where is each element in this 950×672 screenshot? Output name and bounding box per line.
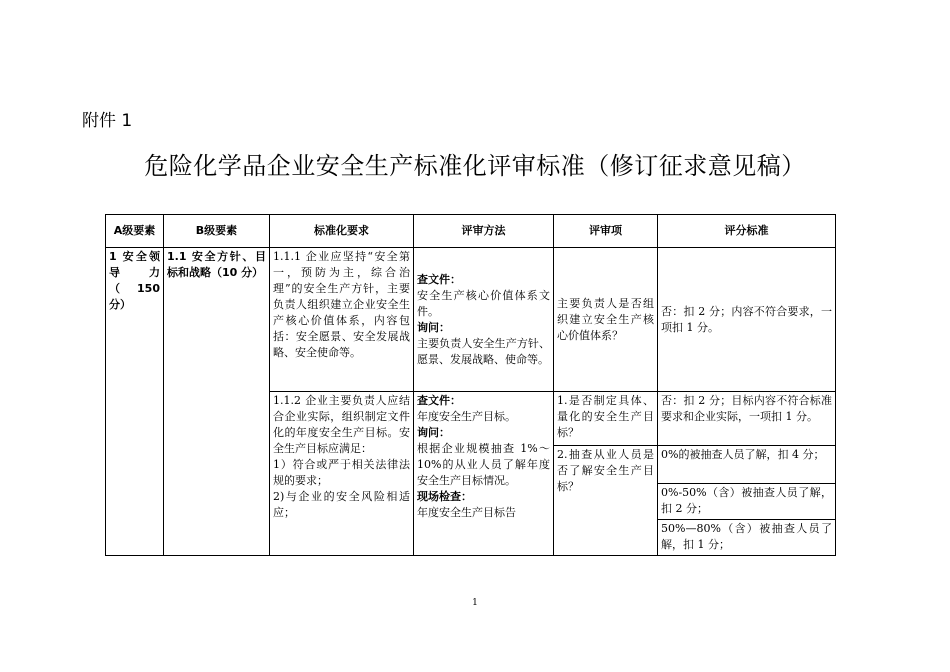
column-header-a-element: A级要素 (106, 215, 164, 248)
method-label-inquiry: 询问： (417, 426, 450, 439)
table-row (106, 248, 836, 392)
method-text: 根据企业规模抽查 1%～10%的从业人员了解年度安全生产目标情况。 (417, 442, 550, 487)
column-header-item: 评审项 (554, 215, 658, 248)
column-header-requirement: 标准化要求 (270, 215, 414, 248)
criteria-cell-1: 否：扣 2 分；内容不符合要求，一项扣 1 分。 (658, 248, 836, 392)
page-number: 1 (472, 598, 478, 608)
requirement-cell-1: 1.1.1 企业应坚持“安全第一，预防为主，综合治理”的安全生产方针，主要负责人组织建立企业安全生产核心价值体系，内容包括：安全愿景、安全发展战略、安全使命等。 (270, 248, 414, 392)
criteria-cell-5: 50%—80%（含）被抽查人员了解，扣 1 分； (658, 520, 836, 556)
requirement-cell-2 (270, 392, 414, 556)
column-header-method: 评审方法 (414, 215, 554, 248)
criteria-cell-3: 0%的被抽查人员了解，扣 4 分； (658, 446, 836, 484)
attachment-label: 附件 1 (82, 111, 133, 131)
method-label-documents: 查文件： (417, 272, 461, 286)
requirement-point: 1）符合或严于相关法律法规的要求； (273, 458, 410, 487)
method-text: 主要负责人安全生产方针、愿景、发展战略、使命等。 (417, 336, 550, 366)
method-text: 安全生产核心价值体系文件。 (417, 288, 550, 318)
criteria-cell-4: 0%-50%（含）被抽查人员了解，扣 2 分； (658, 484, 836, 520)
column-header-criteria: 评分标准 (658, 215, 836, 248)
table-header-row (106, 215, 836, 248)
b-element-cell: 1.1 安全方针、目标和战略（10 分） (164, 248, 270, 556)
method-cell-2 (414, 392, 554, 556)
method-text: 年度安全生产目标告 (417, 506, 516, 519)
item-cell-1: 主要负责人是否组织建立安全生产核心价值体系？ (554, 248, 658, 392)
requirement-intro: 1.1.2 企业主要负责人应结合企业实际，组织制定文件化的年度安全生产目标。安全生产目标应满足： (273, 394, 410, 455)
item-cell-3: 2.抽查从业人员是否了解安全生产目标？ (554, 446, 658, 556)
standards-table (105, 214, 836, 556)
requirement-point: 2)与企业的安全风险相适应； (273, 490, 410, 519)
column-header-b-element: B级要素 (164, 215, 270, 248)
method-label-documents: 查文件： (417, 394, 461, 407)
criteria-cell-2: 否：扣 2 分；目标内容不符合标准要求和企业实际，一项扣 1 分。 (658, 392, 836, 446)
a-element-cell: 1 安全领导力（150 分） (106, 248, 164, 556)
method-text: 年度安全生产目标。 (417, 410, 516, 423)
method-cell-1 (414, 248, 554, 392)
document-title: 危险化学品企业安全生产标准化评审标准（修订征求意见稿） (144, 152, 806, 180)
method-label-site-inspection: 现场检查： (417, 490, 472, 503)
item-cell-2: 1.是否制定具体、量化的安全生产目标？ (554, 392, 658, 446)
method-label-inquiry: 询问： (417, 320, 450, 334)
